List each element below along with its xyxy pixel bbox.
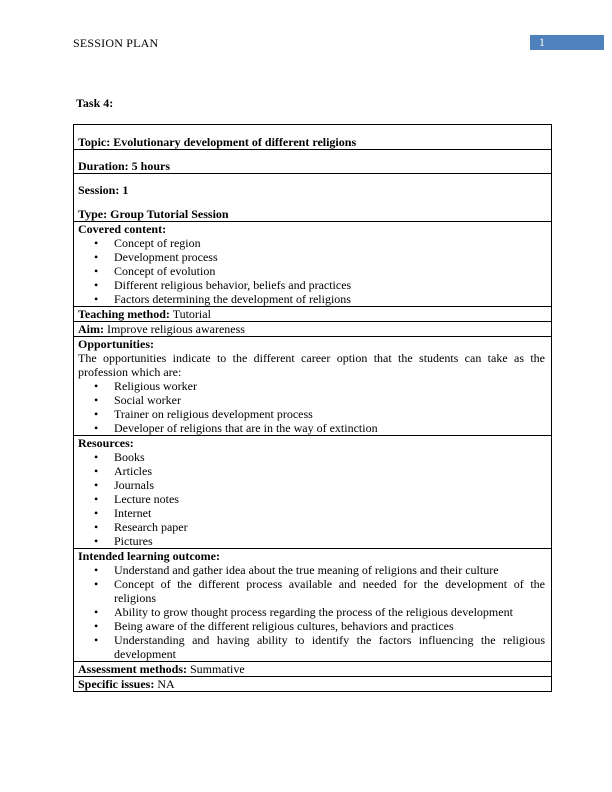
teaching-method-label: Teaching method:: [78, 307, 170, 321]
covered-content-row: [74, 222, 552, 307]
opportunities-list: [78, 379, 545, 435]
resources-cell: [74, 436, 552, 549]
list-item: • Understanding and having ability to identify the factors influencing the religious development: [114, 633, 545, 661]
list-item: • Ability to grow thought process regarding the process of the religious development: [114, 605, 545, 619]
list-item: • Factors determining the development of religions: [114, 292, 545, 306]
list-item: • Internet: [114, 506, 545, 520]
learning-outcome-label: Intended learning outcome:: [78, 549, 220, 563]
opportunities-label: Opportunities:: [78, 337, 155, 351]
opportunities-cell: [74, 337, 552, 436]
specific-issues-cell: [74, 677, 552, 692]
session-number: Session: 1: [78, 183, 129, 197]
list-item: • Concept of the different process available and needed for the development of the religions: [114, 577, 545, 605]
aim-cell: [74, 322, 552, 337]
list-item: • Different religious behavior, beliefs and practices: [114, 278, 545, 292]
specific-issues-label: Specific issues:: [78, 677, 155, 691]
opportunities-row: [74, 337, 552, 436]
teaching-method-value: Tutorial: [169, 307, 211, 321]
aim-label: Aim:: [78, 322, 104, 336]
resources-row: [74, 436, 552, 549]
session-type: Type: Group Tutorial Session: [78, 207, 229, 221]
assessment-label: Assessment methods:: [78, 662, 187, 676]
list-item: • Articles: [114, 464, 545, 478]
header-title: SESSION PLAN: [73, 36, 159, 50]
resources-label: Resources:: [78, 436, 134, 450]
aim-value: Improve religious awareness: [104, 322, 245, 336]
opportunities-text: The opportunities indicate to the different career option that the students can take as the profession which are:: [78, 351, 545, 379]
list-item: • Lecture notes: [114, 492, 545, 506]
list-item: • Pictures: [114, 534, 545, 548]
covered-content-list: [78, 236, 545, 306]
list-item: • Trainer on religious development process: [114, 407, 545, 421]
list-item: • Developer of religions that are in the way of extinction: [114, 421, 545, 435]
learning-outcome-list: [78, 563, 545, 661]
assessment-value: Summative: [187, 662, 245, 676]
specific-issues-row: [74, 677, 552, 692]
covered-content-label: Covered content:: [78, 222, 167, 236]
task-label: Task 4:: [76, 96, 114, 110]
session-spacer: [78, 197, 545, 207]
list-item: • Journals: [114, 478, 545, 492]
session-row: [74, 174, 552, 222]
topic-cell: Topic: Evolutionary development of different religions: [74, 125, 552, 150]
teaching-method-cell: [74, 307, 552, 322]
list-item: • Being aware of the different religious cultures, behaviors and practices: [114, 619, 545, 633]
list-item: • Concept of region: [114, 236, 545, 250]
session-cell: [74, 174, 552, 222]
covered-content-cell: [74, 222, 552, 307]
list-item: • Religious worker: [114, 379, 545, 393]
list-item: • Understand and gather idea about the true meaning of religions and their culture: [114, 563, 545, 577]
assessment-row: [74, 662, 552, 677]
page-number-badge: 1: [530, 35, 604, 50]
list-item: • Development process: [114, 250, 545, 264]
topic-row: [74, 125, 552, 150]
learning-outcome-cell: [74, 549, 552, 662]
specific-issues-value: NA: [154, 677, 175, 691]
teaching-method-row: [74, 307, 552, 322]
duration-cell: Duration: 5 hours: [74, 150, 552, 174]
session-plan-table: [73, 124, 552, 692]
learning-outcome-row: [74, 549, 552, 662]
resources-list: [78, 450, 545, 548]
list-item: • Books: [114, 450, 545, 464]
aim-row: [74, 322, 552, 337]
list-item: • Research paper: [114, 520, 545, 534]
assessment-cell: [74, 662, 552, 677]
list-item: • Social worker: [114, 393, 545, 407]
list-item: • Concept of evolution: [114, 264, 545, 278]
duration-row: [74, 150, 552, 174]
